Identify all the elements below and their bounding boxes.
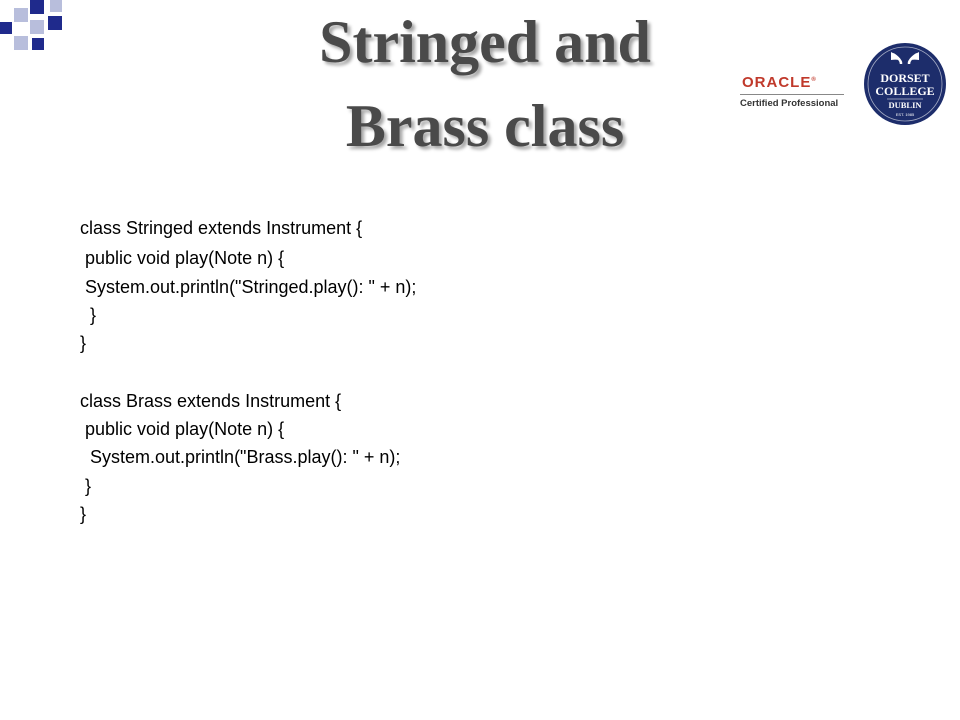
college-est: EST. 1985 [895, 112, 915, 117]
oracle-certified-logo [738, 72, 848, 109]
code-line: } [80, 333, 87, 353]
oracle-wordmark: ORACLE® [742, 74, 817, 91]
code-line: class Brass extends Instrument { [80, 391, 342, 411]
deco-square-light-1 [14, 8, 28, 22]
deco-square-navy-2 [0, 22, 12, 34]
oracle-divider [740, 94, 844, 95]
college-name-line-3: DUBLIN [888, 100, 922, 110]
code-line: } [80, 476, 92, 496]
slide-title-line-1: Stringed and [319, 9, 651, 75]
deco-square-navy-1 [30, 0, 44, 14]
deco-square-light-4 [14, 36, 28, 50]
deco-square-navy-3 [48, 16, 62, 30]
oracle-caption: Certified Professional [740, 98, 839, 109]
deco-square-light-3 [30, 20, 44, 34]
college-name-line-2: COLLEGE [875, 84, 935, 98]
code-line: } [80, 305, 97, 325]
deco-square-navy-4 [32, 38, 44, 50]
dorset-college-seal [863, 42, 947, 126]
slide-title-line-2: Brass class [345, 93, 625, 159]
code-line: } [80, 504, 87, 524]
code-line: class Stringed extends Instrument { [80, 218, 363, 238]
code-line: System.out.println("Brass.play(): " + n); [80, 447, 401, 467]
college-name-line-1: DORSET [880, 71, 930, 85]
code-line: public void play(Note n) { [80, 419, 285, 439]
deco-square-light-2 [50, 0, 62, 12]
code-line: public void play(Note n) { [80, 248, 285, 268]
code-line: System.out.println("Stringed.play(): " + n); [80, 277, 417, 297]
